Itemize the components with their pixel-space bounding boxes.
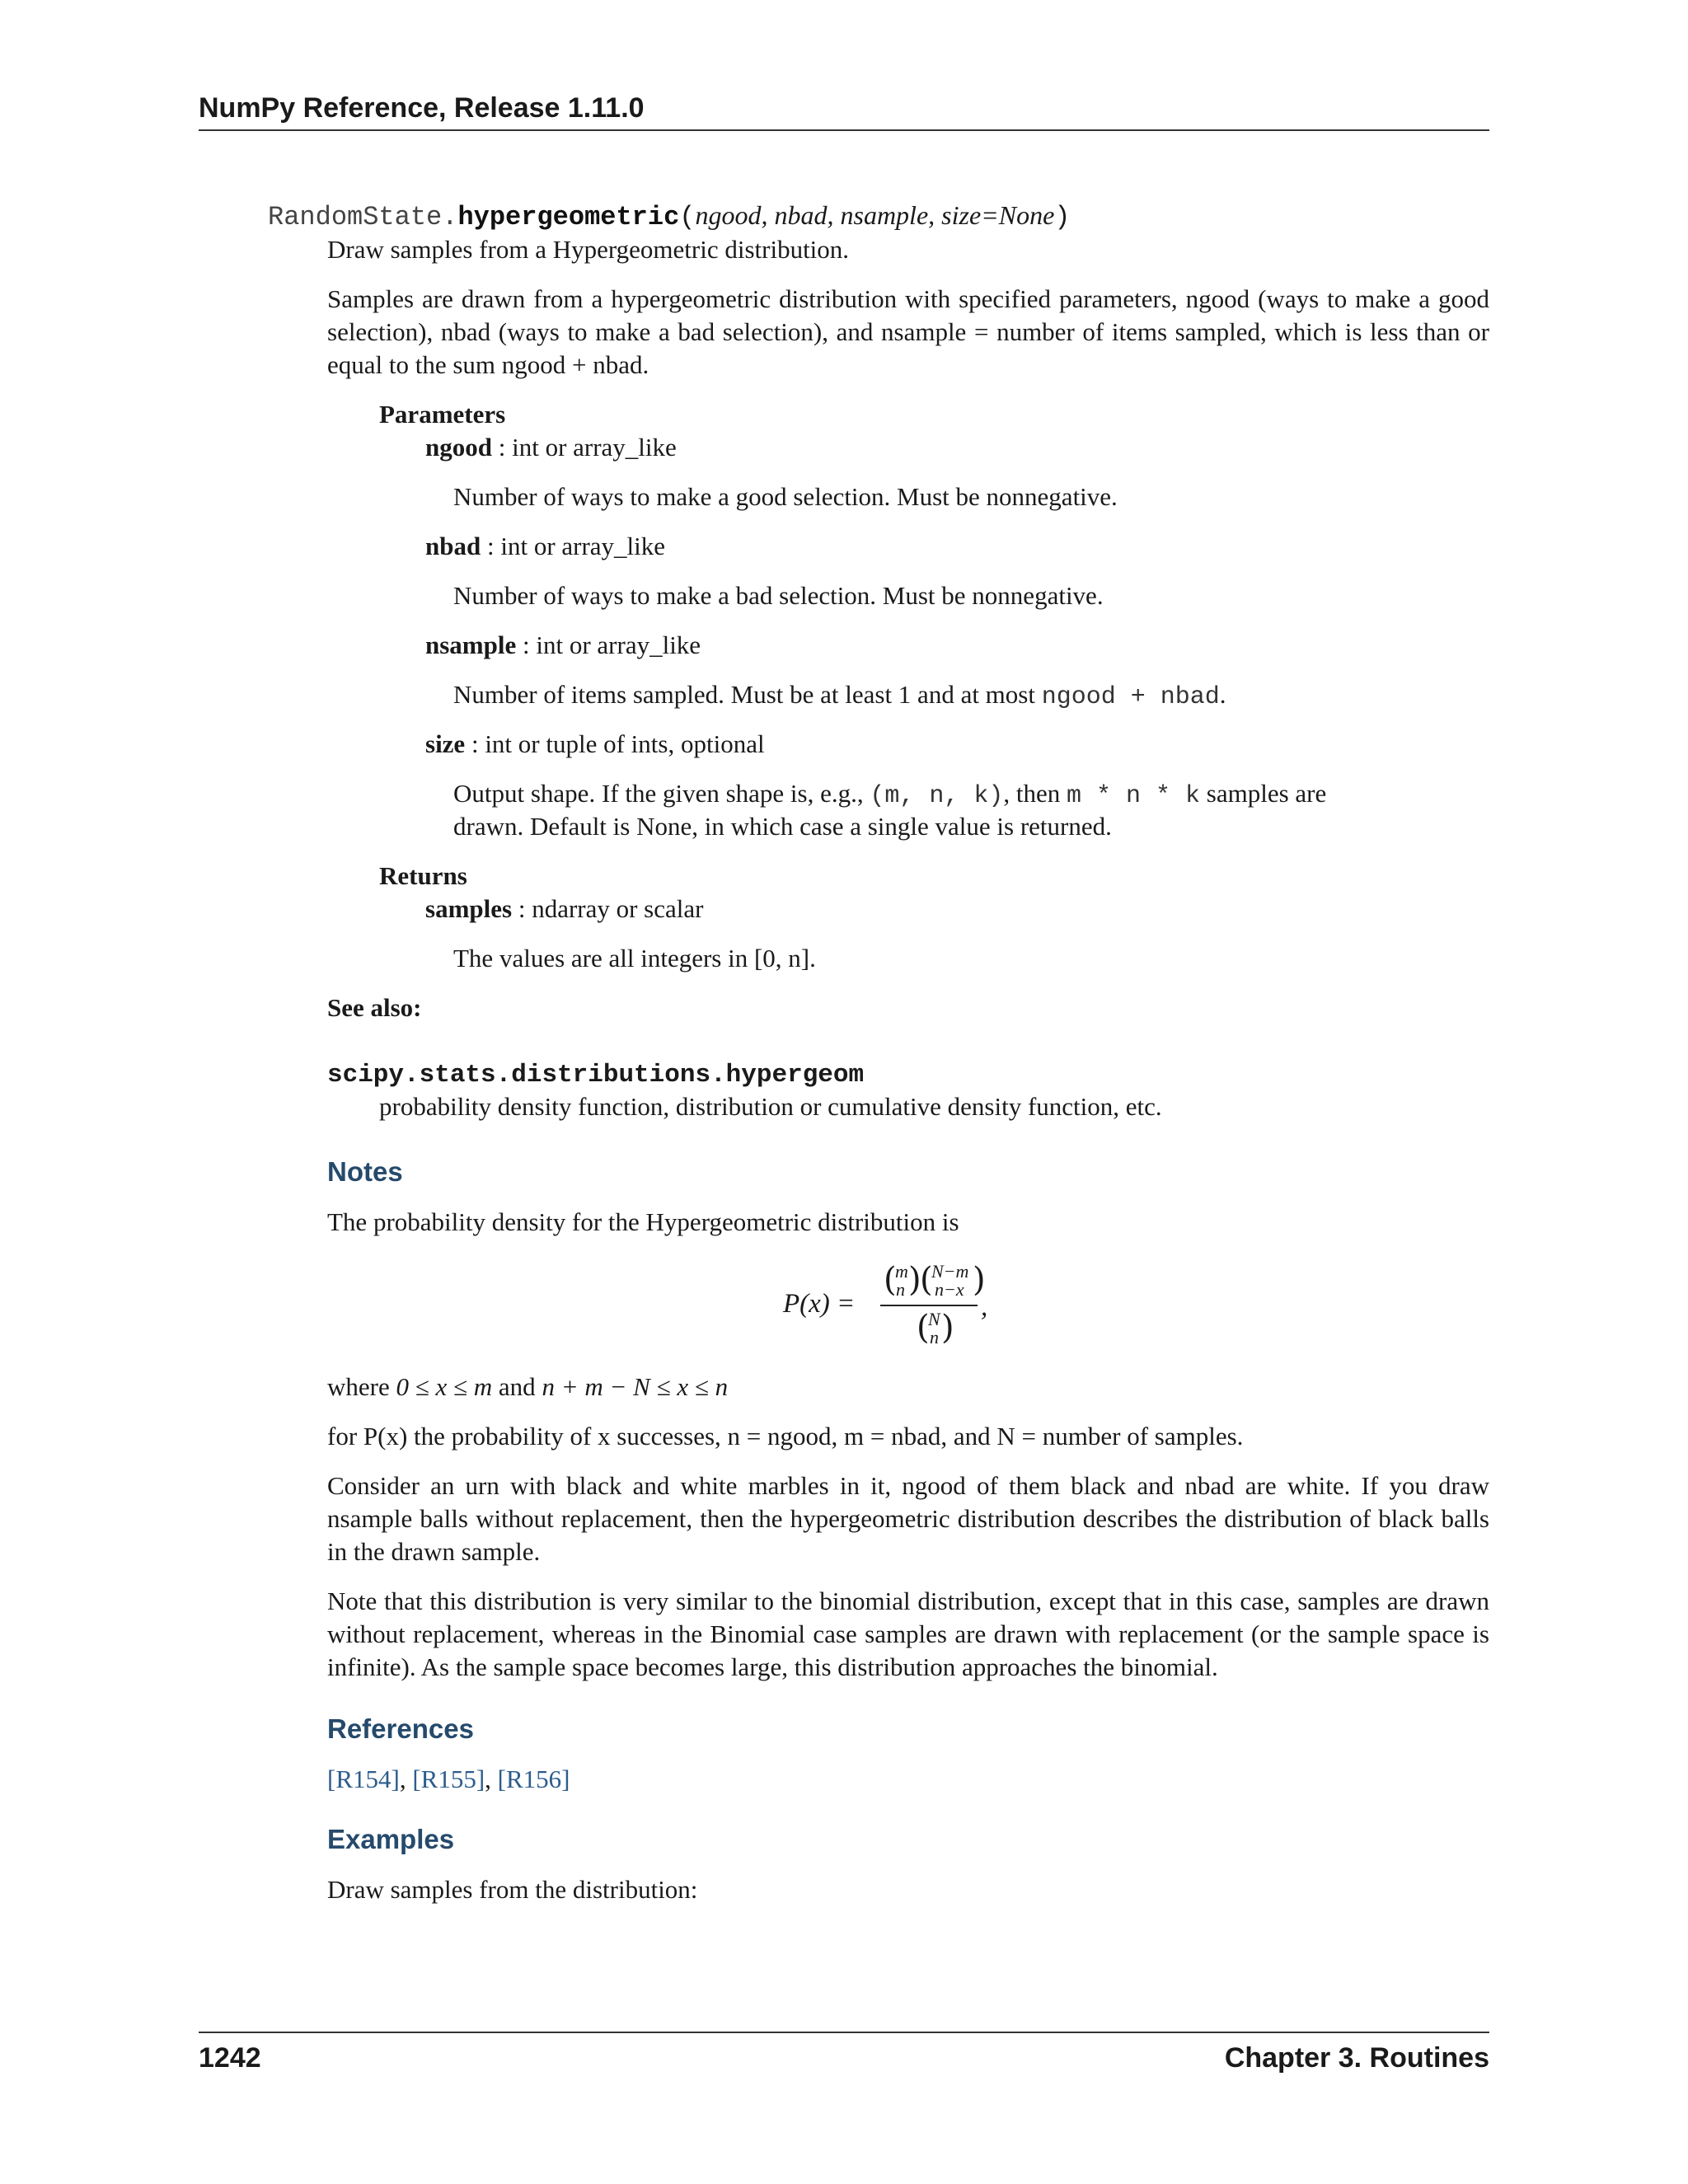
param-desc-line2: drawn. Default is None, in which case a single value is returned. — [453, 812, 1112, 841]
where-text: where — [327, 1372, 396, 1401]
binom-N-n: ( N n ) — [917, 1309, 954, 1347]
param-type: : int or array_like — [491, 433, 677, 462]
param-nbad — [425, 530, 665, 563]
running-header: NumPy Reference, Release 1.11.0 — [199, 92, 645, 124]
page-number: 1242 — [199, 2042, 261, 2074]
separator: , — [399, 1765, 413, 1793]
param-ngood — [425, 431, 677, 464]
header-rule — [199, 129, 1489, 131]
desc-text: Output shape. If the given shape is, e.g., — [453, 779, 870, 808]
param-type: : int or tuple of ints, optional — [465, 729, 765, 758]
fraction-bar — [880, 1305, 978, 1306]
references-list — [327, 1763, 570, 1796]
binom-bottom: n — [896, 1279, 905, 1300]
notes-intro: The probability density for the Hypergeometric distribution is — [327, 1207, 959, 1236]
see-also-heading: See also: — [327, 993, 422, 1022]
binom-top: N−m — [931, 1261, 969, 1282]
binom-bottom: n−x — [935, 1279, 964, 1300]
see-also-link[interactable]: scipy.stats.distributions.hypergeom — [327, 1061, 865, 1090]
signature-params: ngood, nbad, nsample, size=None — [695, 200, 1055, 230]
inline-code: (m, n, k) — [870, 782, 1004, 810]
where-line — [327, 1371, 728, 1404]
footer-rule — [199, 2032, 1489, 2033]
binom-top: m — [895, 1261, 908, 1282]
inline-code: m * n * k — [1067, 782, 1201, 810]
examples-heading: Examples — [327, 1824, 455, 1854]
binom-Nm-nx: ( N−m n−x ) — [920, 1261, 986, 1300]
param-name: nbad — [425, 532, 481, 560]
inline-math: n + m − N ≤ x ≤ n — [542, 1372, 729, 1401]
param-type: : int or array_like — [516, 630, 701, 659]
param-nsample — [425, 629, 701, 662]
notes-paragraph: Note that this distribution is very similar to the binomial distribution, except that in this case, samples are drawn without replacement, whereas in the Binomial case samples are drawn with replacement (or the sample space is infinite). As the sample space becomes large, this distribution approaches the binomial. — [327, 1586, 1489, 1681]
notes-paragraph: for P(x) the probability of x successes, n = ngood, m = nbad, and N = number of samples. — [327, 1422, 1244, 1451]
binom-m-n: ( m n ) — [884, 1261, 921, 1300]
pdf-formula — [783, 1259, 1030, 1350]
description: Samples are drawn from a hypergeometric distribution with specified parameters, ngood (ways to make a good selection), nbad (ways to make a bad selection), and nsample = number of items sampled, which is less than or equal to the sum ngood + nbad. — [327, 284, 1489, 379]
binom-bottom: n — [930, 1327, 939, 1347]
close-paren: ) — [1054, 202, 1071, 232]
function-signature — [268, 200, 1070, 232]
function-name: hypergeometric — [457, 202, 680, 232]
class-name: RandomState. — [268, 202, 458, 232]
notes-paragraph: Consider an urn with black and white marbles in it, ngood of them black and nbad are white. If you draw nsample balls without replacement, then the hypergeometric distribution describes the distribution of black balls in the drawn sample. — [327, 1471, 1489, 1566]
separator: , — [485, 1765, 498, 1793]
reference-link[interactable]: [R155] — [412, 1765, 485, 1793]
return-name: samples — [425, 894, 513, 923]
notes-heading: Notes — [327, 1156, 403, 1187]
desc-text: , then — [1003, 779, 1067, 808]
return-desc: The values are all integers in [0, n]. — [453, 944, 816, 972]
param-desc: Number of ways to make a good selection. Must be nonnegative. — [453, 482, 1118, 511]
open-paren: ( — [679, 202, 696, 232]
desc-text: . — [1219, 680, 1226, 709]
binom-top: N — [928, 1309, 940, 1329]
param-desc — [453, 777, 1326, 813]
desc-text: Number of items sampled. Must be at least 1 and at most — [453, 680, 1042, 709]
reference-link[interactable]: [R154] — [327, 1765, 400, 1793]
parameters-heading: Parameters — [379, 400, 506, 429]
return-samples — [425, 893, 703, 926]
param-name: nsample — [425, 630, 517, 659]
param-desc: Number of ways to make a bad selection. Must be nonnegative. — [453, 581, 1104, 610]
formula-trailing-comma: , — [981, 1292, 988, 1322]
examples-text: Draw samples from the distribution: — [327, 1875, 698, 1904]
param-name: ngood — [425, 433, 492, 462]
param-size — [425, 728, 765, 761]
reference-link[interactable]: [R156] — [497, 1765, 570, 1793]
chapter-label: Chapter 3. Routines — [1224, 2042, 1489, 2074]
see-also-desc: probability density function, distribution or cumulative density function, etc. — [379, 1092, 1162, 1121]
references-heading: References — [327, 1713, 474, 1744]
param-desc — [453, 678, 1226, 714]
returns-heading: Returns — [379, 861, 467, 890]
where-and: and — [492, 1372, 542, 1401]
param-name: size — [425, 729, 466, 758]
inline-code: ngood + nbad — [1041, 683, 1220, 711]
desc-text: samples are — [1200, 779, 1327, 808]
summary: Draw samples from a Hypergeometric distribution. — [327, 235, 850, 264]
return-type: : ndarray or scalar — [512, 894, 704, 923]
param-type: : int or array_like — [481, 532, 666, 560]
inline-math: 0 ≤ x ≤ m — [396, 1372, 493, 1401]
formula-lhs: P(x) = — [783, 1289, 856, 1319]
